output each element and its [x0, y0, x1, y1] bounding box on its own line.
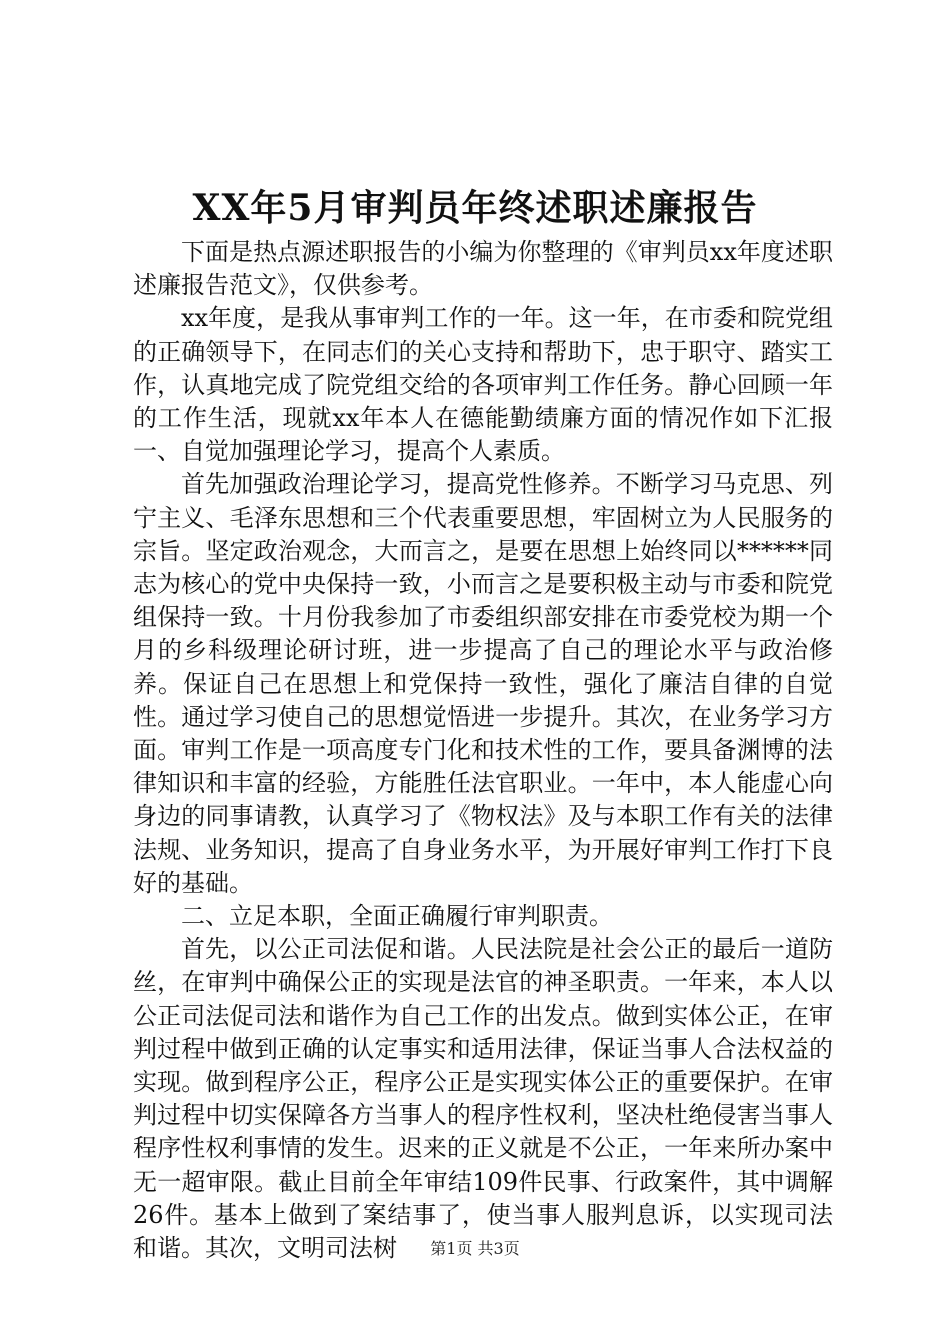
- page-footer: 第1页 共3页: [430, 1239, 520, 1258]
- paragraph-fair-justice: 首先，以公正司法促和谐。人民法院是社会公正的最后一道防丝，在审判中确保公正的实现是法官的神圣职责。一年来，本人以公正司法促司法和谐作为自己工作的出发点。做到实体公正，在审判过程中做到正确的认定事实和适用法律，保证当事人合法权益的实现。做到程序公正，程序公正是实现实体公正的重要保护。在审判过程中切实保障各方当事人的程序性权利，坚决杜绝侵害当事人程序性权利事情的发生。迟来的正义就是不公正，一年来所办案中无一超审限。截止目前全年审结109件民事、行政案件，其中调解26件。基本上做到了案结事了，使当事人服判息诉，以实现司法和谐。其次，文明司法树: [133, 935, 833, 1263]
- paragraph-overview: xx年度，是我从事审判工作的一年。这一年，在市委和院党组的正确领导下，在同志们的关心支持和帮助下，忠于职守、踏实工作，认真地完成了院党组交给的各项审判工作任务。静心回顾一年的工作生活，现就xx年本人在德能勤绩廉方面的情况作如下汇报一、自觉加强理论学习，提高个人素质。: [133, 304, 833, 466]
- paragraph-section-heading: 二、立足本职，全面正确履行审判职责。: [181, 902, 613, 931]
- document-title: XX年5月审判员年终述职述廉报告: [192, 187, 758, 229]
- paragraph-theory-study: 首先加强政治理论学习，提高党性修养。不断学习马克思、列宁主义、毛泽东思想和三个代表重要思想，牢固树立为人民服务的宗旨。坚定政治观念，大而言之，是要在思想上始终同以******同志为核心的党中央保持一致，小而言之是要积极主动与市委和院党组保持一致。十月份我参加了市委组织部安排在市委党校为期一个月的乡科级理论研讨班，进一步提高了自己的理论水平与政治修养。保证自己在思想上和党保持一致性，强化了廉洁自律的自觉性。通过学习使自己的思想觉悟进一步提升。其次，在业务学习方面。审判工作是一项高度专门化和技术性的工作，要具备渊博的法律知识和丰富的经验，方能胜任法官职业。一年中，本人能虚心向身边的同事请教，认真学习了《物权法》及与本职工作有关的法律法规、业务知识，提高了自身业务水平，为开展好审判工作打下良好的基础。: [133, 470, 833, 897]
- document-body: [133, 236, 833, 1265]
- paragraph-intro: 下面是热点源述职报告的小编为你整理的《审判员xx年度述职述廉报告范文》，仅供参考。: [133, 238, 833, 300]
